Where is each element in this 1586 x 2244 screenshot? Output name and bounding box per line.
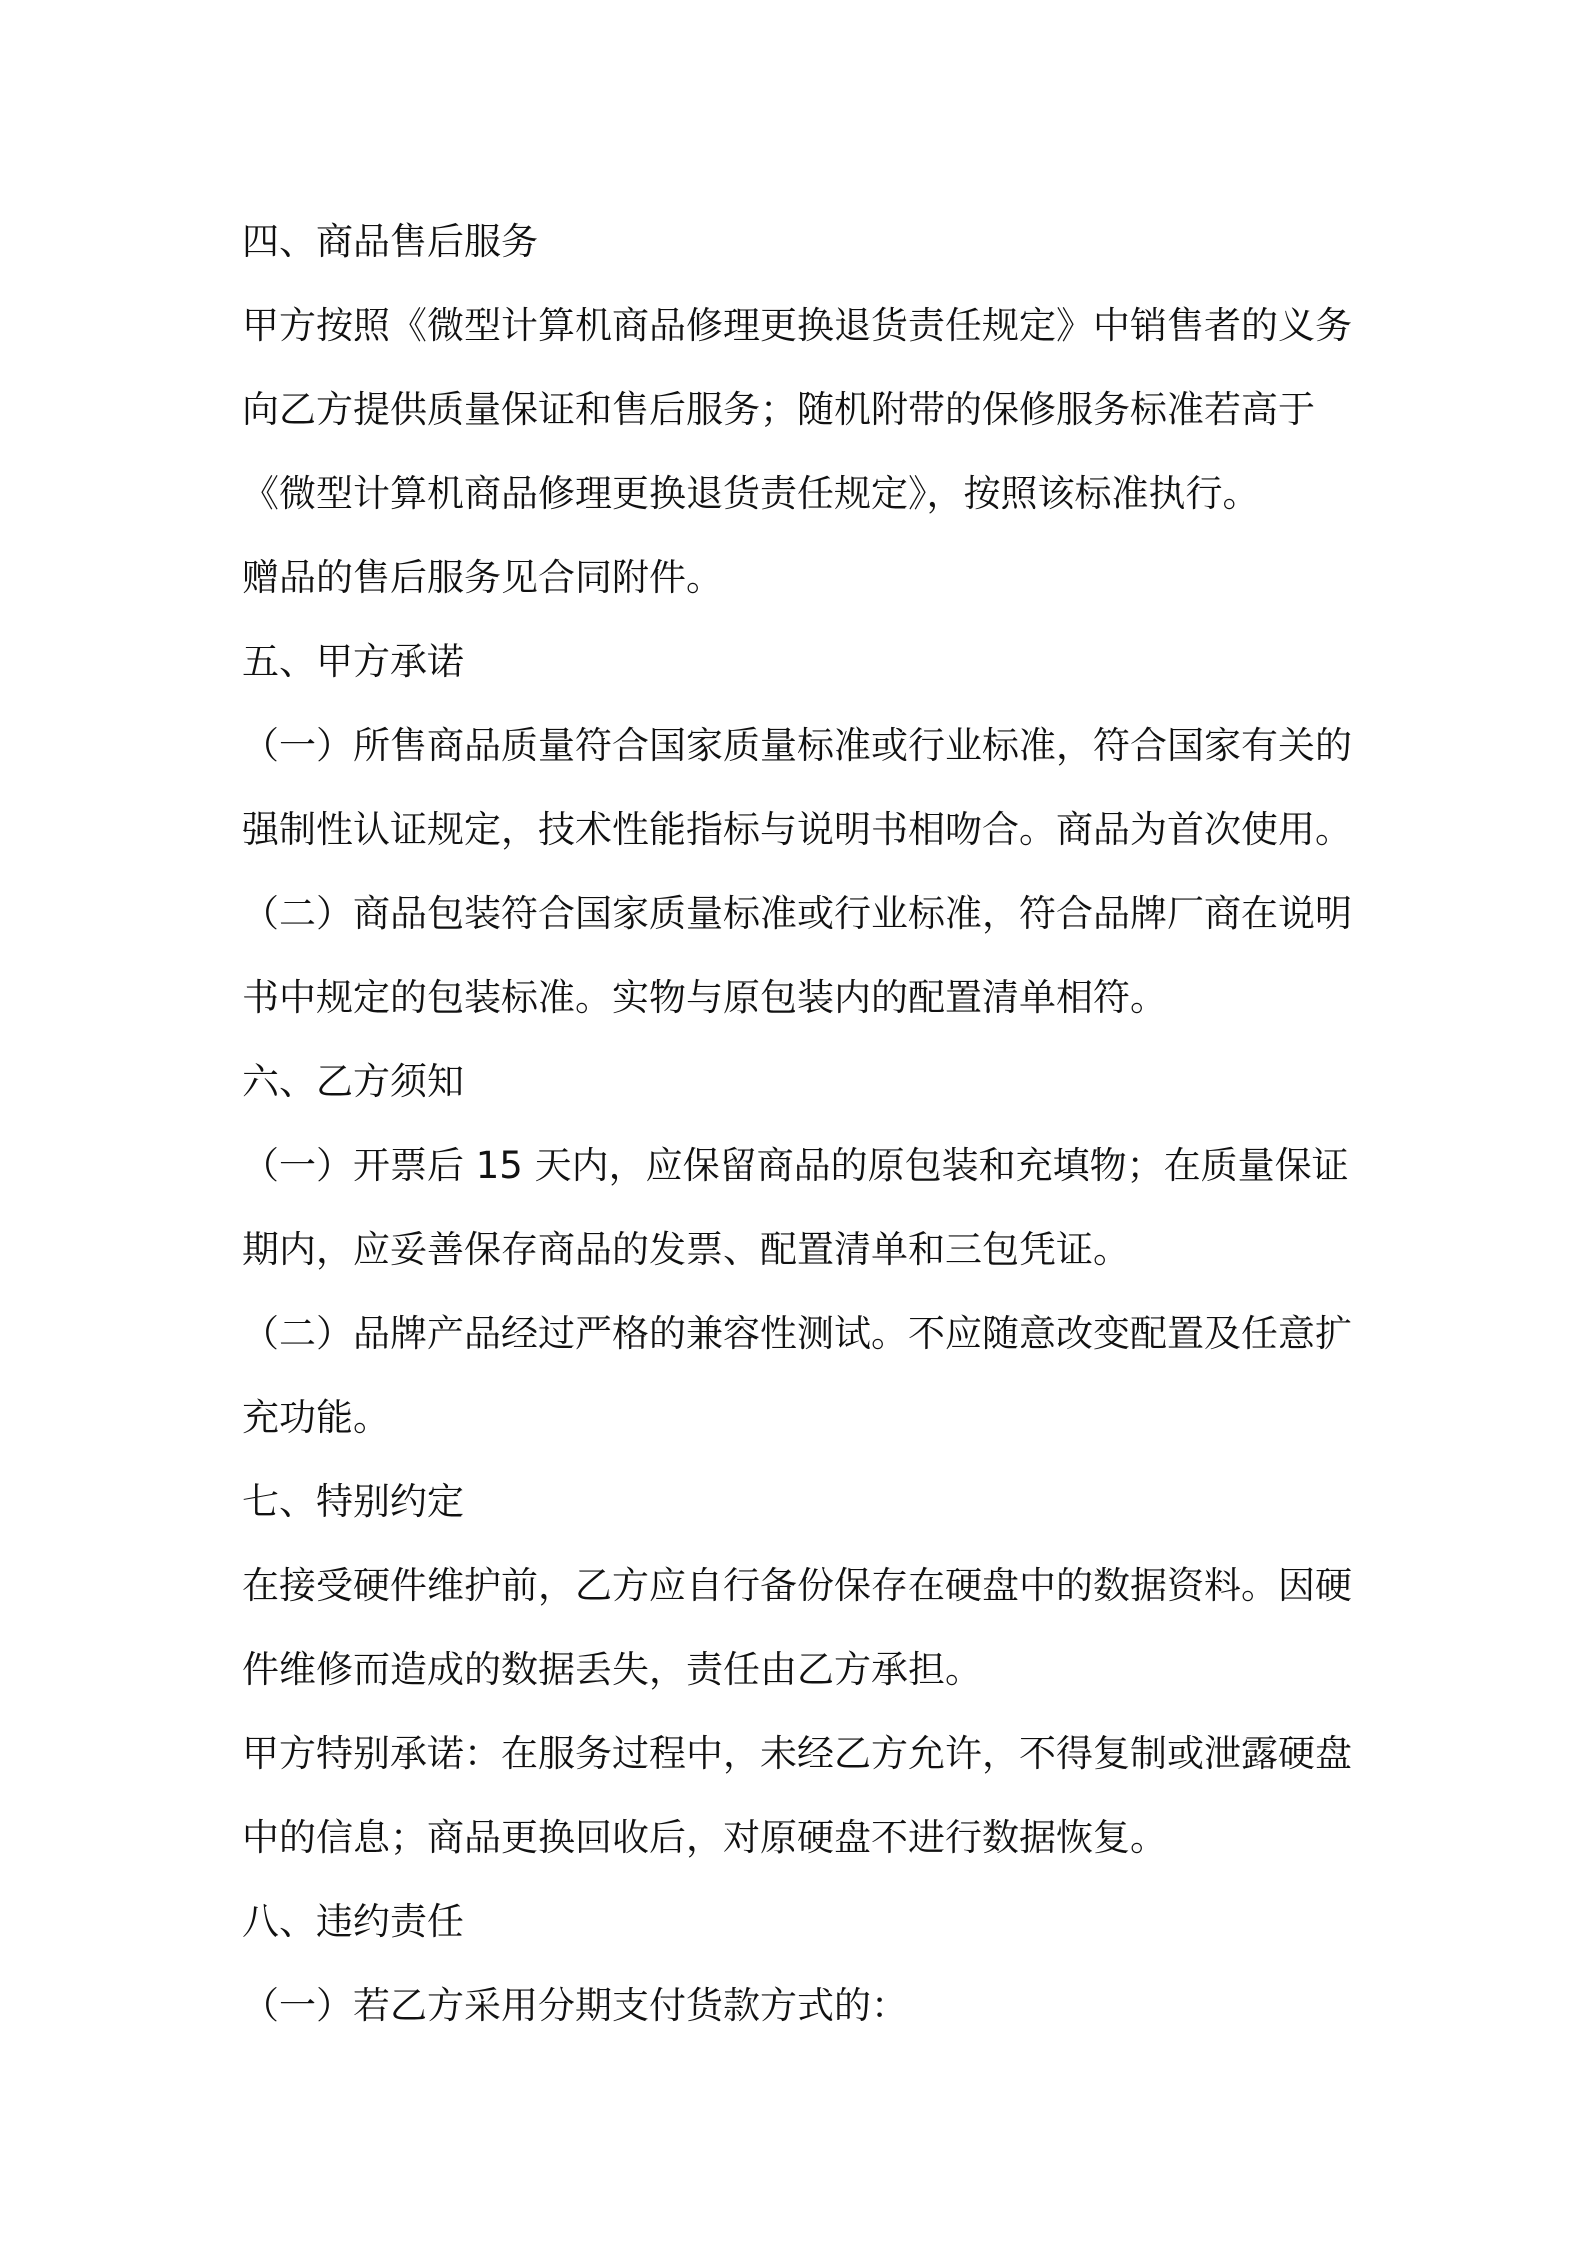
- document-page: [242, 200, 1360, 2048]
- paragraph-line: （一）所售商品质量符合国家质量标准或行业标准，符合国家有关的: [242, 724, 1352, 767]
- paragraph-line: 向乙方提供质量保证和售后服务；随机附带的保修服务标准若高于: [242, 388, 1315, 431]
- paragraph-line: （一）开票后 15 天内，应保留商品的原包装和充填物；在质量保证: [242, 1144, 1349, 1187]
- paragraph-line: 书中规定的包装标准。实物与原包装内的配置清单相符。: [242, 976, 1167, 1019]
- paragraph-line: 《微型计算机商品修理更换退货责任规定》，按照该标准执行。: [242, 472, 1260, 515]
- paragraph-line: 甲方特别承诺：在服务过程中，未经乙方允许，不得复制或泄露硬盘: [242, 1732, 1352, 1775]
- paragraph-line: （二）商品包装符合国家质量标准或行业标准，符合品牌厂商在说明: [242, 892, 1352, 935]
- paragraph-line: （一）若乙方采用分期支付货款方式的：: [242, 1984, 908, 2027]
- paragraph-line: 充功能。: [242, 1396, 390, 1439]
- section-heading-liability: 八、违约责任: [242, 1900, 464, 1943]
- paragraph-line: 强制性认证规定，技术性能指标与说明书相吻合。商品为首次使用。: [242, 808, 1352, 851]
- paragraph-line: 件维修而造成的数据丢失，责任由乙方承担。: [242, 1648, 982, 1691]
- paragraph-line: 甲方按照《微型计算机商品修理更换退货责任规定》中销售者的义务: [242, 304, 1352, 347]
- paragraph-line: 期内，应妥善保存商品的发票、配置清单和三包凭证。: [242, 1228, 1130, 1271]
- section-heading-party-b-notice: 六、乙方须知: [242, 1060, 464, 1103]
- paragraph-line: 赠品的售后服务见合同附件。: [242, 556, 723, 599]
- paragraph-line: 在接受硬件维护前，乙方应自行备份保存在硬盘中的数据资料。因硬: [242, 1564, 1352, 1607]
- section-heading-special-agreement: 七、特别约定: [242, 1480, 464, 1523]
- paragraph-line: （二）品牌产品经过严格的兼容性测试。不应随意改变配置及任意扩: [242, 1312, 1352, 1355]
- section-heading-after-sales: 四、商品售后服务: [242, 220, 538, 263]
- section-heading-party-a-commitment: 五、甲方承诺: [242, 640, 464, 683]
- paragraph-line: 中的信息；商品更换回收后，对原硬盘不进行数据恢复。: [242, 1816, 1167, 1859]
